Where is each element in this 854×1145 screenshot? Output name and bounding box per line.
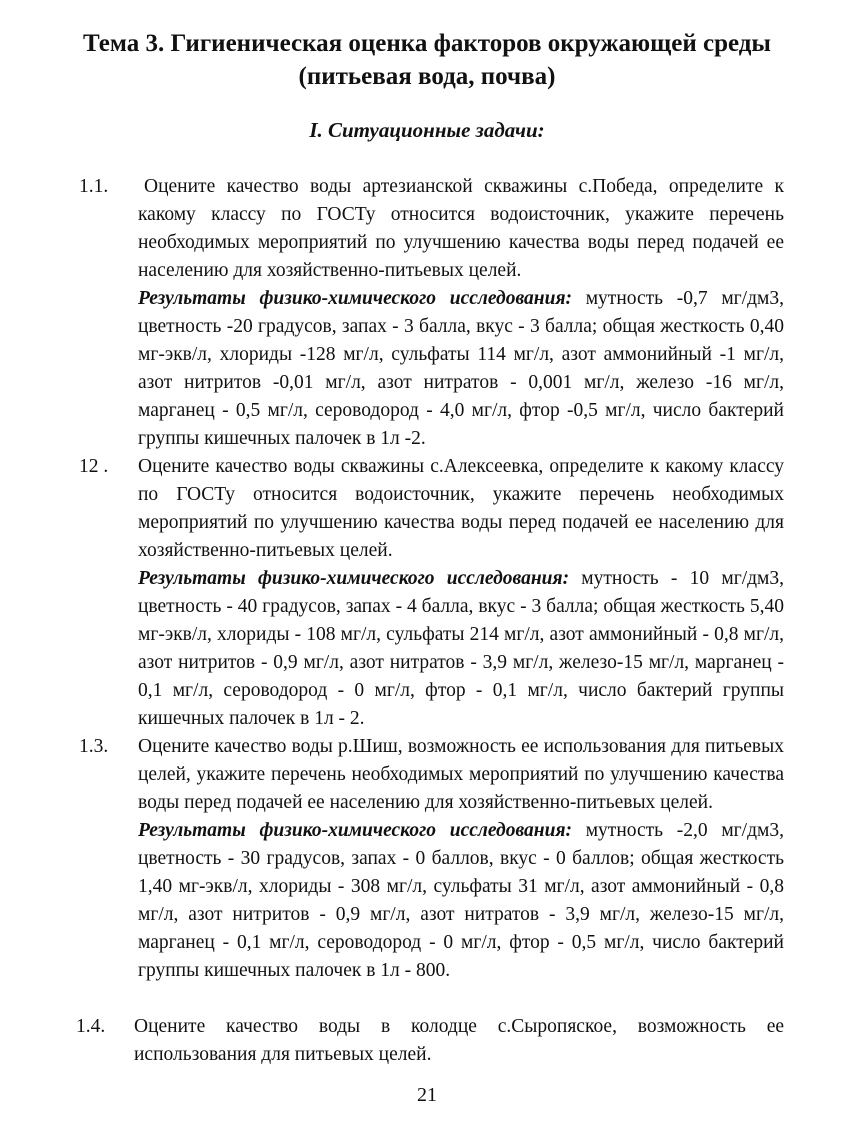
task-statement: Оцените качество воды в колодце с.Сыропяское, возможность ее использования для питьевых целей.: [134, 1016, 784, 1065]
task-statement: Оцените качество воды скважины с.Алексеевка, определите к какому классу по ГОСТу относится водоисточник, укажите перечень необходимых мероприятий по улучшению качества воды перед подачей ее населению для хозяйственно-питьевых целей.: [138, 456, 784, 561]
task-body: [138, 453, 784, 733]
task-body: [134, 1013, 784, 1069]
task-results: [138, 565, 784, 733]
results-label: Результаты физико-химического исследования:: [138, 288, 573, 309]
results-label: Результаты физико-химического исследования:: [138, 820, 573, 841]
results-text: мутность -0,7 мг/дм3, цветность -20 градусов, запах - 3 балла, вкус - 3 балла; общая жесткость 0,40 мг-экв/л, хлориды -128 мг/л, сульфаты 114 мг/л, азот аммонийный -1 мг/л, азот нитритов -0,01 мг/л, азот нитратов - 0,001 мг/л, железо -16 мг/л, марганец - 0,5 мг/л, сероводород - 4,0 мг/л, фтор -0,5 мг/л, число бактерий группы кишечных палочек в 1л -2.: [138, 288, 784, 449]
task-results: [138, 285, 784, 453]
results-label: Результаты физико-химического исследования:: [138, 568, 570, 589]
page-title: Тема 3. Гигиеническая оценка факторов окружающей среды (питьевая вода, почва): [83, 30, 771, 90]
task-statement: Оцените качество воды р.Шиш, возможность ее использования для питьевых целей, укажите перечень необходимых мероприятий по улучшению качества воды перед подачей ее населению для хозяйственно-питьевых целей.: [138, 736, 784, 813]
task-results: [138, 817, 784, 985]
task-body: [138, 733, 784, 985]
page-number: 21: [417, 1084, 437, 1106]
task-number: 1.1.: [79, 176, 109, 197]
section-subtitle: I. Ситуационные задачи:: [309, 118, 545, 142]
task-number: 1.4.: [76, 1016, 106, 1037]
results-text: мутность - 10 мг/дм3, цветность - 40 градусов, запах - 4 балла, вкус - 3 балла; общая жесткость 5,40 мг-экв/л, хлориды - 108 мг/л, сульфаты 214 мг/л, азот аммонийный - 0,8 мг/л, азот нитритов - 0,9 мг/л, азот нитратов - 3,9 мг/л, железо-15 мг/л, марганец - 0,1 мг/л, сероводород - 0 мг/л, фтор - 0,1 мг/л, число бактерий группы кишечных палочек в 1л - 2.: [138, 568, 784, 729]
task-number: 12 .: [79, 456, 109, 477]
task-statement: Оцените качество воды артезианской скважины с.Победа, определите к какому классу по ГОСТу относится водоисточник, укажите перечень необходимых мероприятий по улучшению качества воды перед подачей ее населению для хозяйственно-питьевых целей.: [138, 176, 784, 281]
task-number: 1.3.: [79, 736, 109, 757]
task-body: [138, 173, 784, 453]
results-text: мутность -2,0 мг/дм3, цветность - 30 градусов, запах - 0 баллов, вкус - 0 баллов; общая жесткость 1,40 мг-экв/л, хлориды - 308 мг/л, сульфаты 31 мг/л, азот аммонийный - 0,8 мг/л, азот нитритов - 0,9 мг/л, азот нитратов - 3,9 мг/л, железо-15 мг/л, марганец - 0,1 мг/л, сероводород - 0 мг/л, фтор - 0,5 мг/л, число бактерий группы кишечных палочек в 1л - 800.: [138, 820, 784, 981]
